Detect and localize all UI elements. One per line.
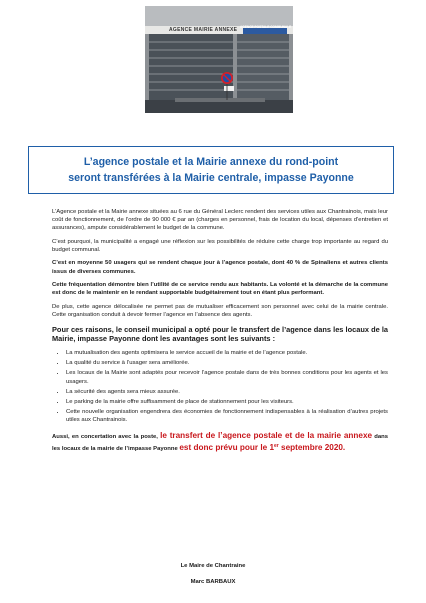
signature-name: Marc BARBAUX (190, 579, 236, 585)
article-body (52, 208, 388, 459)
storefront-photo (145, 6, 293, 113)
advantage-item: • La qualité du service à l’usager sera améliorée. (66, 359, 388, 367)
conclusion-location: dans les locaux de la mairie de l’impasse Payonne (52, 433, 388, 453)
conclusion-transfer: le transfert de l’agence postale et de la mairie annexe (160, 430, 373, 440)
conclusion-intro: Aussi, en concertation avec la poste, (52, 433, 161, 440)
advantage-item: • Le parking de la mairie offre suffisamment de place de stationnement pour les visiteurs. (66, 398, 388, 406)
paragraph-attendance: Cette fréquentation démontre bien l’utilité de ce service rendu aux habitants. La volonté et la démarche de la commune est donc de le maintenir en le rendant supportable budgétairement tout en étant plus performant. (52, 282, 388, 297)
paragraph-users: C’est en moyenne 50 usagers qui se rendent chaque jour à l’agence postale, dont 40 % de Spinaliens et autres clients issus de diverses communes. (52, 260, 388, 275)
headline-line-2: seront transférées à la Mairie centrale, impasse Payonne (68, 172, 354, 184)
storefront-sign-left: AGENCE MAIRIE ANNEXE (169, 27, 238, 33)
advantages-list (52, 349, 388, 424)
paragraph-decision: Pour ces raisons, le conseil municipal a opté pour le transfert de l’agence dans les locaux de la Mairie, impasse Payonne dont les avantages sont les suivants : (52, 324, 388, 344)
headline-line-1: L’agence postale et la Mairie annexe du rond-point (83, 156, 339, 168)
storefront-sign-right: AGENCE POSTALE COMMUNALE (240, 25, 292, 29)
paragraph-cost: L’Agence postale et la Mairie annexe situées au 6 rue du Général Leclerc rendent des services utiles aux Chantrainois, mais leur coût de fonctionnement, de l’ordre de 90 000 € par an (charges en personnel, frais de location du local, dépenses d’entretien et assurances), ampute considérablement le budget de la commune. (52, 209, 388, 232)
advantage-item: • La mutualisation des agents optimisera le service accueil de la mairie et de l’agence postale. (66, 349, 388, 357)
paragraph-conclusion (52, 430, 388, 453)
paragraph-staff: De plus, cette agence délocalisée ne permet pas de mutualiser efficacement son personnel avec celui de la mairie centrale. Cette organisation conduit à devoir fermer l’agence en l’absence des agents. (52, 303, 388, 318)
conclusion-date-sup: er (274, 443, 279, 450)
signature-role: Le Maire de Chantraine (180, 563, 246, 569)
paragraph-reflection: C’est pourquoi, la municipalité a engagé une réflexion sur les possibilités de réduire cette charge trop importante au regard du budget communal. (52, 238, 388, 253)
advantage-item: • La sécurité des agents sera mieux assurée. (66, 388, 388, 396)
headline-box (28, 146, 394, 194)
advantage-item: • Cette nouvelle organisation engendrera des économies de fonctionnement indispensables à la réalisation d’autres projets utiles aux Chantrainois. (66, 408, 388, 424)
conclusion-date: est donc prévu pour le 1 (179, 443, 275, 453)
conclusion-date-end: septembre 2020. (278, 443, 346, 453)
advantage-item: • Les locaux de la Mairie sont adaptés pour recevoir l’agence postale dans de très bonnes conditions pour les agents et les usagers. (66, 369, 388, 385)
